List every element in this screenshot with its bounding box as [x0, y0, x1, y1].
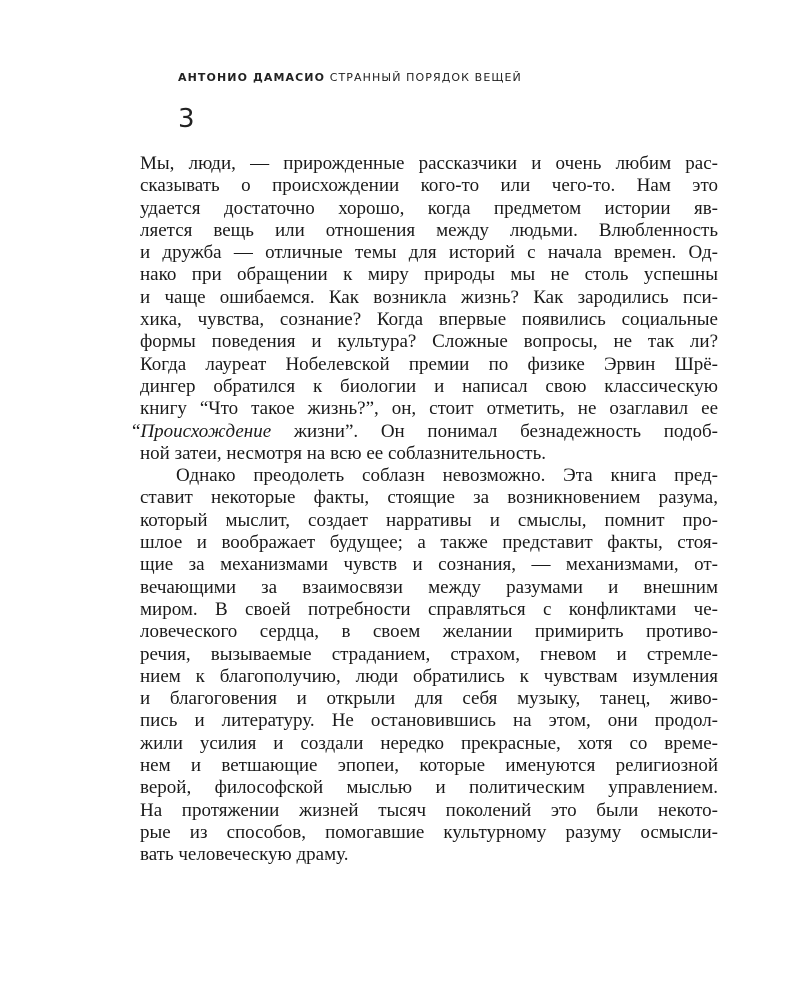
text-line: ляется вещь или отношения между людьми. Влюбленность — [140, 219, 718, 241]
text-line: и благоговения и открыли для себя музыку, танец, живо- — [140, 688, 718, 710]
header-title: СТРАННЫЙ ПОРЯДОК ВЕЩЕЙ — [329, 71, 522, 84]
text-line: нако при обращении к миру природы мы не столь успешны — [140, 264, 718, 286]
text-line: верой, философской мыслью и политическим управлением. — [140, 777, 718, 799]
text-line: нем и ветшающие эпопеи, которые именуются религиозной — [140, 755, 718, 777]
page-number: 3 — [178, 104, 195, 134]
text-line: вечающими за взаимосвязи между разумами и внешним — [140, 576, 718, 598]
text-line: дингер обратился к биологии и написал свою классическую — [140, 375, 718, 397]
text-line: и чаще ошибаемся. Как возникла жизнь? Как зародились пси- — [140, 286, 718, 308]
text-line: нием к благополучию, люди обратились к чувствам изумления — [140, 665, 718, 687]
header-author: АНТОНИО ДАМАСИО — [178, 71, 326, 84]
text-line: миром. В своей потребности справляться с конфликтами че- — [140, 598, 718, 620]
paragraph-1 — [132, 153, 718, 465]
text-line: хика, чувства, сознание? Когда впервые появились социальные — [140, 309, 718, 331]
text-line: и дружба — отличные темы для историй с начала времен. Од- — [140, 242, 718, 264]
text-line: шлое и воображает будущее; а также представит факты, стоя- — [140, 532, 718, 554]
body-text — [132, 153, 718, 867]
paragraph-2 — [140, 465, 718, 866]
text-line: книгу “Что такое жизнь?”, он, стоит отметить, не озаглавил ее — [140, 398, 718, 420]
text-line: Мы, люди, — прирожденные рассказчики и очень любим рас- — [140, 153, 718, 174]
text-line: формы поведения и культура? Сложные вопросы, не так ли? — [140, 331, 718, 353]
open-quote: “ — [132, 420, 141, 442]
text-line: речия, вызываемые страданием, страхом, гневом и стремле- — [140, 643, 718, 665]
text-line: удается достаточно хорошо, когда предметом истории яв- — [140, 197, 718, 219]
text-line: который мыслит, создает нарративы и смыслы, помнит про- — [140, 509, 718, 531]
text-line: ловеческого сердца, в своем желании примирить противо- — [140, 621, 718, 643]
text-line: щие за механизмами чувств и сознания, — механизмами, от- — [140, 554, 718, 576]
italic-word: Происхождение — [140, 420, 272, 442]
text-line: ной затеи, несмотря на всю ее соблазнительность. — [140, 442, 547, 464]
line-rest: жизни”. Он понимал безнадежность подоб- — [271, 420, 718, 442]
text-line: На протяжении жизней тысяч поколений это были некото- — [140, 799, 718, 821]
text-line: Когда лауреат Нобелевской премии по физике Эрвин Шрё- — [140, 353, 718, 375]
text-line: рые из способов, помогавшие культурному разуму осмысли- — [140, 821, 718, 843]
text-line — [132, 421, 718, 443]
text-line: ставит некоторые факты, стоящие за возникновением разума, — [140, 487, 718, 509]
text-line: Однако преодолеть соблазн невозможно. Эта книга пред- — [176, 465, 718, 487]
running-header — [178, 71, 522, 84]
text-line: сказывать о происхождении кого-то или чего-то. Нам это — [140, 175, 718, 197]
text-line: пись и литературу. Не остановившись на этом, они продол- — [140, 710, 718, 732]
text-line: вать человеческую драму. — [140, 844, 349, 866]
text-line: жили усилия и создали нередко прекрасные, хотя со време- — [140, 732, 718, 754]
